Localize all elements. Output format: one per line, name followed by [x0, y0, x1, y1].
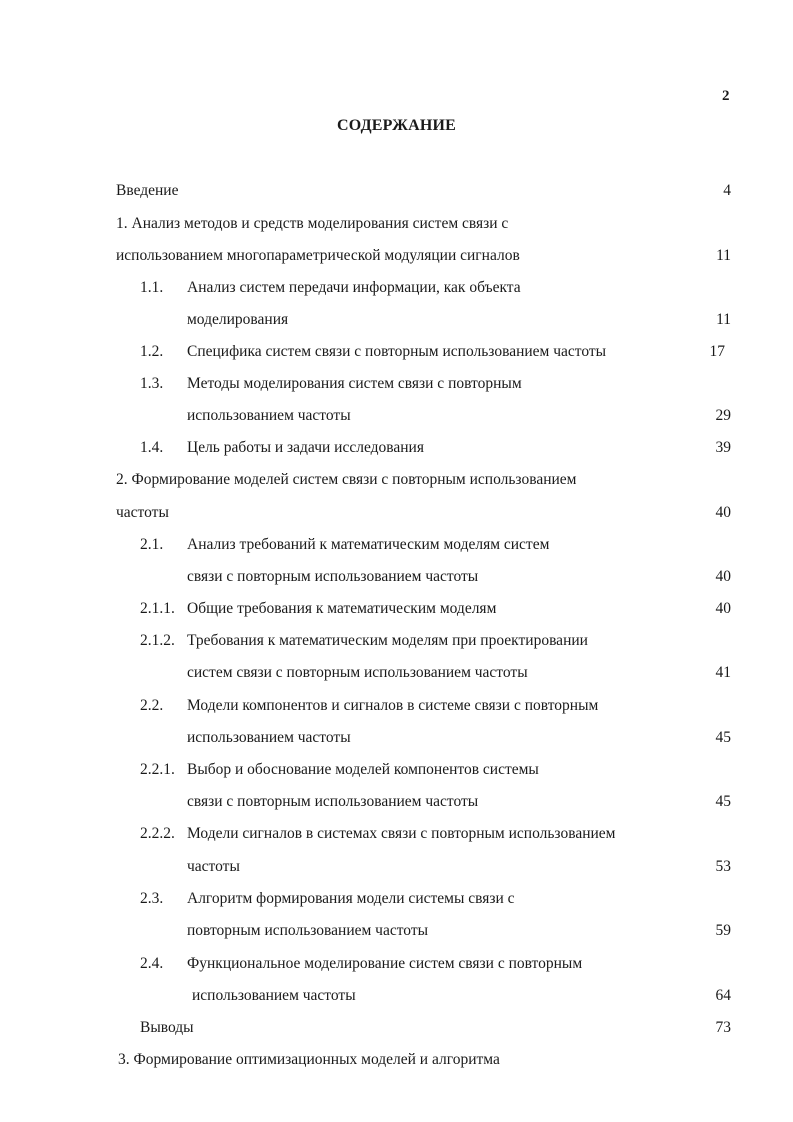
- toc-entry-number: 1.1.: [140, 279, 164, 296]
- toc-entry-text: Алгоритм формирования модели системы связи с: [187, 890, 515, 907]
- toc-entry: [0, 534, 793, 556]
- toc-entry-number: 2.2.2.: [140, 825, 175, 842]
- toc-entry: [0, 566, 793, 588]
- toc-entry: [0, 920, 793, 942]
- toc-entry-number: 1.2.: [140, 343, 164, 360]
- toc-entry: [0, 630, 793, 652]
- toc-entry-page: 64: [715, 987, 731, 1004]
- toc-entry-text: 1. Анализ методов и средств моделирования систем связи с: [116, 215, 509, 232]
- toc-entry-text: Анализ требований к математическим моделям систем: [187, 536, 550, 553]
- toc-entry-text: связи с повторным использованием частоты: [187, 568, 479, 585]
- toc-entry-page: 40: [715, 600, 731, 617]
- toc-entry-text: частоты: [187, 858, 240, 875]
- toc-entry: [0, 598, 793, 620]
- toc-entry: [0, 759, 793, 781]
- toc-entry: [0, 373, 793, 395]
- toc-entry: [0, 180, 793, 202]
- toc-entry: [0, 823, 793, 845]
- toc-entry: [0, 791, 793, 813]
- toc-entry-text: Специфика систем связи с повторным использованием частоты: [187, 343, 607, 360]
- toc-entry-number: 2.1.2.: [140, 632, 175, 649]
- toc-entry-text: 2. Формирование моделей систем связи с повторным использованием: [116, 471, 577, 488]
- toc-entry-text: 3. Формирование оптимизационных моделей и алгоритма: [118, 1051, 500, 1068]
- toc-entry-page: 11: [716, 311, 731, 328]
- page-number: 2: [722, 88, 730, 104]
- toc-entry: [0, 245, 793, 267]
- toc-entry-number: 2.1.: [140, 536, 164, 553]
- toc-entry-text: повторным использованием частоты: [187, 922, 429, 939]
- toc-entry-text: Модели сигналов в системах связи с повторным использованием: [187, 825, 616, 842]
- toc-entry-text: Цель работы и задачи исследования: [187, 439, 424, 456]
- toc-entry-text: Выводы: [140, 1019, 194, 1036]
- toc-entry-text: Общие требования к математическим моделям: [187, 600, 497, 617]
- toc-entry: [0, 695, 793, 717]
- toc-entry: [0, 856, 793, 878]
- toc-entry-number: 2.4.: [140, 955, 164, 972]
- toc-entry-page: 53: [715, 858, 731, 875]
- toc-entry-page: 4: [723, 182, 731, 199]
- toc-entry: [0, 662, 793, 684]
- toc-entry-text: связи с повторным использованием частоты: [187, 793, 479, 810]
- toc-entry-page: 40: [715, 568, 731, 585]
- toc-entry-number: 2.2.1.: [140, 761, 175, 778]
- toc-entry-page: 45: [715, 729, 731, 746]
- toc-entry-number: 2.1.1.: [140, 600, 175, 617]
- toc-entry-number: 1.4.: [140, 439, 164, 456]
- toc-entry: [0, 953, 793, 975]
- toc-entry: [0, 405, 793, 427]
- toc-entry-page: 45: [715, 793, 731, 810]
- toc-entry-text: частоты: [116, 504, 169, 521]
- toc-entry-text: моделирования: [187, 311, 289, 328]
- toc-entry: [0, 341, 793, 363]
- toc-entry-text: Функциональное моделирование систем связи с повторным: [187, 955, 583, 972]
- toc-entry-text: Модели компонентов и сигналов в системе связи с повторным: [187, 697, 599, 714]
- toc-entry: [0, 1017, 793, 1039]
- toc-entry: [0, 727, 793, 749]
- toc-entry: [0, 502, 793, 524]
- toc-entry-text: использованием частоты: [187, 729, 351, 746]
- toc-entry-text: Требования к математическим моделям при проектировании: [187, 632, 588, 649]
- toc-entry-text: использованием частоты: [192, 987, 356, 1004]
- toc-entry-text: использованием частоты: [187, 407, 351, 424]
- toc-entry: [0, 437, 793, 459]
- toc-entry-number: 1.3.: [140, 375, 164, 392]
- toc-entry-page: 40: [715, 504, 731, 521]
- toc-entry-page: 73: [715, 1019, 731, 1036]
- toc-entry-text: Методы моделирования систем связи с повторным: [187, 375, 522, 392]
- toc-entry-page: 59: [715, 922, 731, 939]
- toc-entry: [0, 1049, 793, 1071]
- toc-entry-page: 41: [715, 664, 731, 681]
- toc-entry-text: Введение: [116, 182, 179, 199]
- toc-entry-text: Анализ систем передачи информации, как объекта: [187, 279, 521, 296]
- toc-entry-page: 39: [715, 439, 731, 456]
- toc-entry: [0, 469, 793, 491]
- toc-entry-page: 29: [715, 407, 731, 424]
- toc-entry: [0, 888, 793, 910]
- toc-entry-text: использованием многопараметрической модуляции сигналов: [116, 247, 520, 264]
- toc-entry-page: 17: [709, 343, 725, 360]
- toc-entry-text: Выбор и обоснование моделей компонентов системы: [187, 761, 539, 778]
- toc-entry-text: систем связи с повторным использованием частоты: [187, 664, 528, 681]
- toc-entry: [0, 985, 793, 1007]
- toc-entry: [0, 213, 793, 235]
- toc-entry-page: 11: [716, 247, 731, 264]
- toc-entry-number: 2.2.: [140, 697, 164, 714]
- toc-entry-number: 2.3.: [140, 890, 164, 907]
- toc-entry: [0, 277, 793, 299]
- toc-entry: [0, 309, 793, 331]
- page-title: СОДЕРЖАНИЕ: [336, 117, 457, 134]
